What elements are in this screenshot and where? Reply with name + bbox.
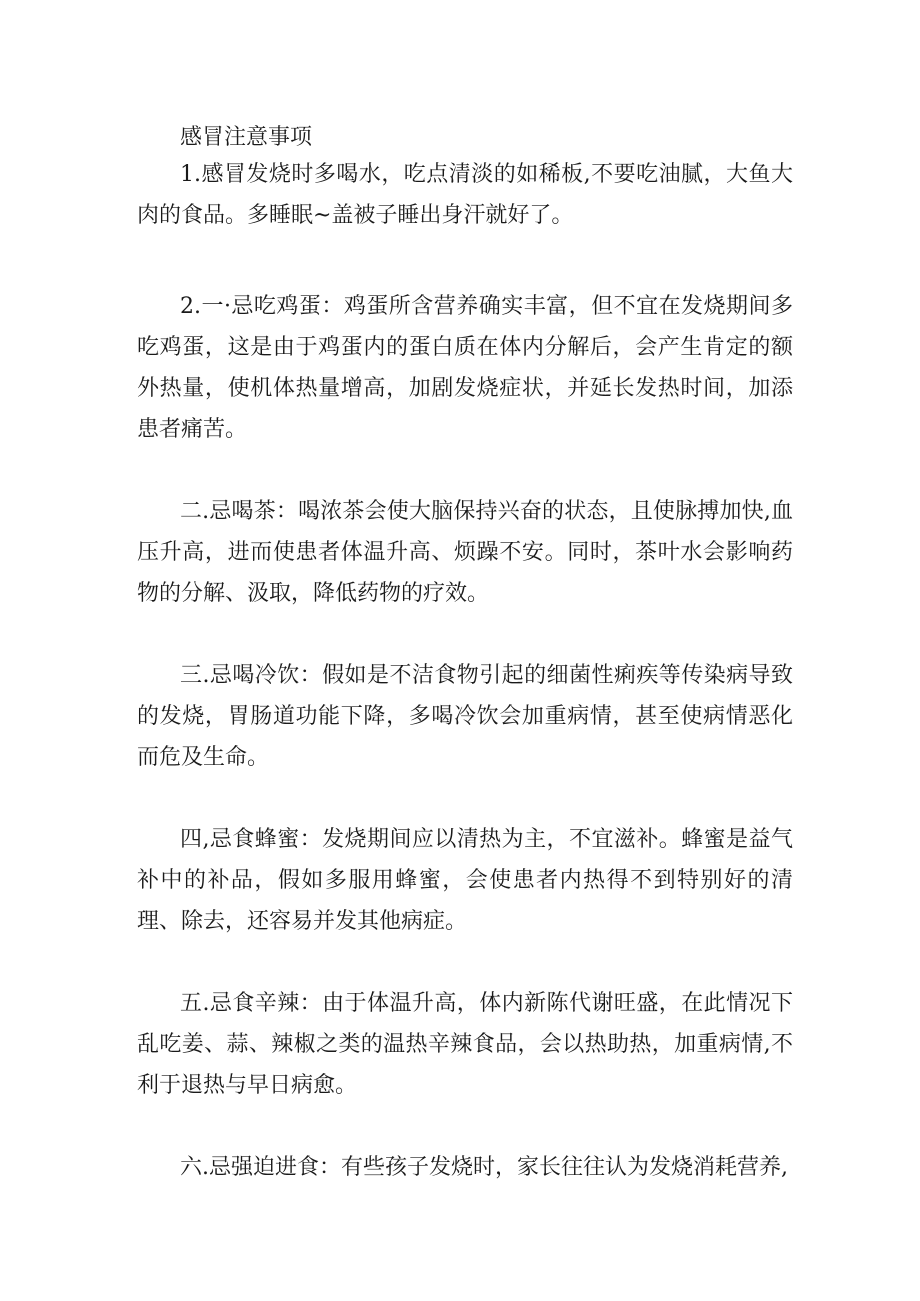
paragraph-avoid-eggs: 2.一·忌吃鸡蛋：鸡蛋所含营养确实丰富，但不宜在发烧期间多吃鸡蛋，这是由于鸡蛋内的蛋白质在体内分解后，会产生肯定的额外热量，使机体热量增高，加剧发烧症状，并延长发热时间，加添患者痛苦。 — [137, 294, 793, 442]
document-title: 感冒注意事项 — [180, 125, 313, 150]
paragraph-avoid-honey: 四,忌食蜂蜜：发烧期间应以清热为主，不宜滋补。蜂蜜是益气补中的补品，假如多服用蜂蜜，会使患者内热得不到特别好的清理、除去，还容易并发其他病症。 — [137, 827, 793, 934]
paragraph-avoid-forced-eating: 六.忌强迫进食：有些孩子发烧时，家长往往认为发烧消耗营养, — [180, 1155, 788, 1180]
paragraph-avoid-cold-drinks: 三.忌喝冷饮：假如是不洁食物引起的细菌性痢疾等传染病导致的发烧，胃肠道功能下降，多喝冷饮会加重病情，甚至使病情恶化而危及生命。 — [137, 663, 793, 770]
paragraph-avoid-tea: 二.忌喝茶：喝浓茶会使大脑保持兴奋的状态，且使脉搏加快,血压升高，进而使患者体温升高、烦躁不安。同时，茶叶水会影响药物的分解、汲取，降低药物的疗效。 — [137, 499, 793, 606]
paragraph-drink-water: 1.感冒发烧时多喝水，吃点清淡的如稀板,不要吃油腻，大鱼大肉的食品。多睡眠~盖被子睡出身汗就好了。 — [137, 162, 793, 228]
paragraph-avoid-spicy: 五.忌食辛辣：由于体温升高，体内新陈代谢旺盛，在此情况下乱吃姜、蒜、辣椒之类的温热辛辣食品，会以热助热，加重病情,不利于退热与早日病愈。 — [137, 991, 793, 1098]
